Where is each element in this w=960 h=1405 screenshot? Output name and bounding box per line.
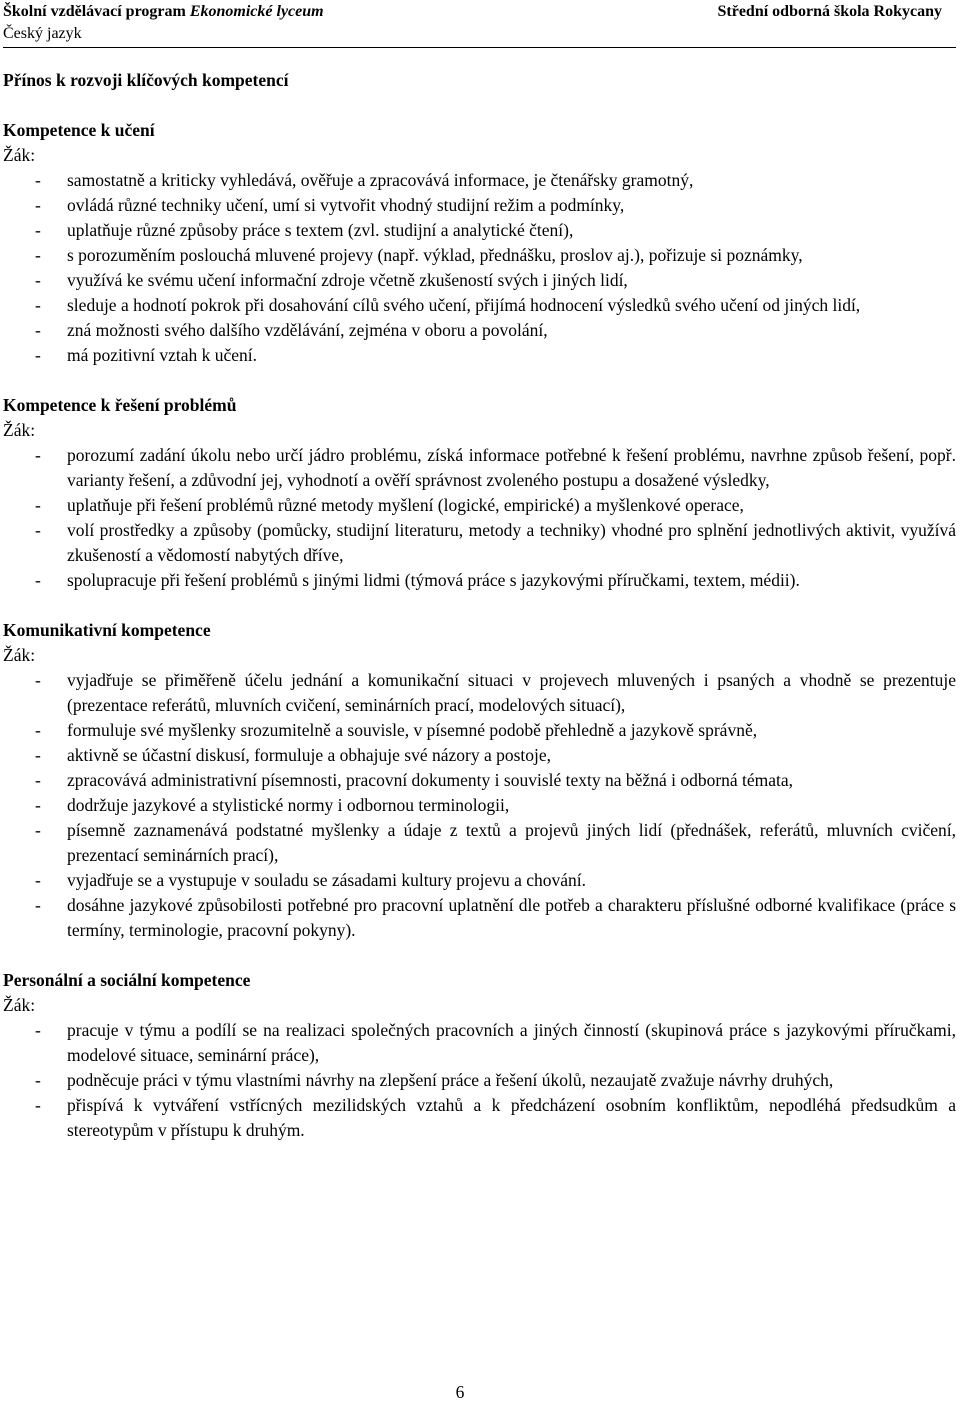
section-heading: Kompetence k učení [3,120,155,140]
list-item [3,668,956,718]
section-heading: Kompetence k řešení problémů [3,395,237,415]
competence-list [3,668,956,943]
competence-list [3,1018,956,1143]
list-marker: - [35,245,41,265]
list-item [3,893,956,943]
list-item [3,268,956,293]
section [3,968,956,1143]
list-marker: - [35,220,41,240]
list-item [3,868,956,893]
list-item [3,1018,956,1068]
list-marker: - [35,570,41,590]
page-number: 6 [455,1382,465,1402]
school-name: Střední odborná škola Rokycany [717,3,942,20]
program-title [3,1,324,23]
list-item-text: zná možnosti svého dalšího vzdělávání, zejména v oboru a povolání, [67,320,548,340]
list-marker: - [35,670,41,690]
list-item-text: má pozitivní vztah k učení. [67,345,258,365]
list-item [3,568,956,593]
list-item [3,343,956,368]
competence-list [3,443,956,593]
list-item [3,193,956,218]
list-item-text: písemně zaznamenává podstatné myšlenky a údaje z textů a projevů jiných lidí (přednášek, referátů, mluvních cvičení, prezentací seminárních prací), [67,820,956,865]
list-item [3,818,956,868]
list-item [3,793,956,818]
list-item [3,168,956,193]
list-item-text: sleduje a hodnotí pokrok při dosahování cílů svého učení, přijímá hodnocení výsledků svého učení od jiných lidí, [67,295,861,315]
list-marker: - [35,895,41,915]
list-marker: - [35,320,41,340]
section [3,618,956,943]
list-item [3,768,956,793]
list-item-text: podněcuje práci v týmu vlastními návrhy na zlepšení práce a řešení úkolů, nezaujatě zvažuje návrhy druhých, [67,1070,834,1090]
list-item [3,243,956,268]
list-marker: - [35,820,41,840]
sections-container [3,118,956,1143]
list-marker: - [35,195,41,215]
list-item-text: spolupracuje při řešení problémů s jinými lidmi (týmová práce s jazykovými příručkami, textem, médii). [67,570,800,590]
list-item-text: vyjadřuje se a vystupuje v souladu se zásadami kultury projevu a chování. [67,870,587,890]
list-marker: - [35,1020,41,1040]
section-heading: Komunikativní kompetence [3,620,211,640]
list-item-text: aktivně se účastní diskusí, formuluje a obhajuje své názory a postoje, [67,745,552,765]
list-item [3,443,956,493]
list-marker: - [35,870,41,890]
list-marker: - [35,445,41,465]
list-item-text: pracuje v týmu a podílí se na realizaci společných pracovních a jiných činností (skupinová práce s jazykovými příručkami, modelové situace, seminární práce), [67,1020,956,1065]
student-label: Žák: [3,145,36,165]
list-marker: - [35,1070,41,1090]
list-marker: - [35,720,41,740]
list-marker: - [35,745,41,765]
student-label: Žák: [3,420,36,440]
list-item-text: uplatňuje při řešení problémů různé metody myšlení (logické, empirické) a myšlenkové operace, [67,495,744,515]
list-item [3,218,956,243]
list-item [3,1068,956,1093]
list-item-text: využívá ke svému učení informační zdroje včetně zkušeností svých i jiných lidí, [67,270,628,290]
list-item-text: formuluje své myšlenky srozumitelně a souvisle, v písemné podobě přehledně a jazykově správně, [67,720,758,740]
competence-list [3,168,956,368]
list-item-text: dosáhne jazykové způsobilosti potřebné pro pracovní uplatnění dle potřeb a charakteru příslušné odborné kvalifikace (práce s termíny, terminologie, pracovní pokyny). [67,895,956,940]
list-item-text: uplatňuje různé způsoby práce s textem (zvl. studijní a analytické čtení), [67,220,574,240]
list-marker: - [35,770,41,790]
list-item [3,493,956,518]
list-item-text: samostatně a kriticky vyhledává, ověřuje a zpracovává informace, je čtenářsky gramotný, [67,170,694,190]
list-item-text: zpracovává administrativní písemnosti, pracovní dokumenty i souvislé texty na běžná i odborná témata, [67,770,794,790]
header-divider [3,47,956,48]
list-marker: - [35,170,41,190]
student-label: Žák: [3,995,36,1015]
list-item-text: ovládá různé techniky učení, umí si vytvořit vhodný studijní režim a podmínky, [67,195,625,215]
list-marker: - [35,795,41,815]
section [3,118,956,368]
program-prefix: Školní vzdělávací program [3,3,190,20]
list-marker: - [35,270,41,290]
page-heading: Přínos k rozvoji klíčových kompetencí [3,70,289,90]
list-item-text: volí prostředky a způsoby (pomůcky, studijní literaturu, metody a techniky) vhodné pro splnění jednotlivých aktivit, využívá zkušeností a vědomostí nabytých dříve, [67,520,956,565]
list-marker: - [35,1095,41,1115]
list-item [3,1093,956,1143]
subject-name: Český jazyk [3,25,82,42]
list-item [3,518,956,568]
list-item-text: přispívá k vytváření vstřícných mezilidských vztahů a k předcházení osobním konfliktům, nepodléhá předsudkům a stereotypům v přístupu k druhým. [67,1095,956,1140]
document-page [3,0,956,1143]
list-item-text: porozumí zadání úkolu nebo určí jádro problému, získá informace potřebné k řešení problému, navrhne způsob řešení, popř. varianty řešení, a zdůvodní jej, vyhodnotí a ověří správnost zvoleného postupu a dosažené výsledky, [67,445,956,490]
header-left [3,1,324,45]
list-marker: - [35,495,41,515]
list-item [3,718,956,743]
list-item-text: vyjadřuje se přiměřeně účelu jednání a komunikační situaci v projevech mluvených i psaných a vhodně se prezentuje (prezentace referátů, mluvních cvičení, seminárních prací, modelových situací), [67,670,956,715]
list-marker: - [35,345,41,365]
list-item [3,293,956,318]
student-label: Žák: [3,645,36,665]
list-item-text: dodržuje jazykové a stylistické normy i odbornou terminologii, [67,795,510,815]
list-marker: - [35,520,41,540]
list-item [3,743,956,768]
page-header [3,0,956,45]
section [3,393,956,593]
section-heading: Personální a sociální kompetence [3,970,251,990]
list-marker: - [35,295,41,315]
list-item-text: s porozuměním poslouchá mluvené projevy (např. výklad, přednášku, proslov aj.), pořizuje si poznámky, [67,245,803,265]
program-name: Ekonomické lyceum [189,3,324,20]
list-item [3,318,956,343]
